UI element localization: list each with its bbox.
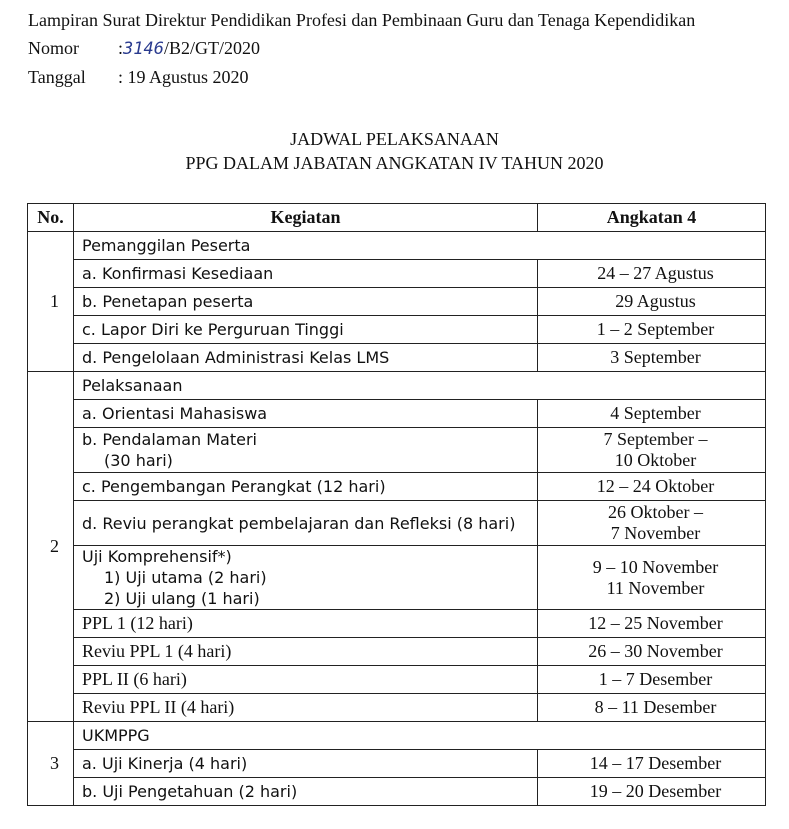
table-row — [28, 666, 766, 694]
group-title: Pelaksanaan — [74, 372, 766, 400]
activity-label: PPL II (6 hari) — [74, 666, 538, 694]
activity-sub-item: 1) Uji utama (2 hari) — [104, 568, 267, 587]
activity-date-start: 26 Oktober – — [608, 502, 703, 522]
group-number: 3 — [28, 722, 74, 806]
group-number: 1 — [28, 232, 74, 372]
activity-date-start: 7 September – — [603, 429, 708, 449]
group-title: UKMPPG — [74, 722, 766, 750]
activity-date-start: 9 – 10 November — [592, 556, 719, 577]
title-line-2: PPG DALAM JABATAN ANGKATAN IV TAHUN 2020 — [185, 153, 604, 173]
group-row — [28, 232, 766, 260]
table-row — [28, 638, 766, 666]
table-row — [28, 260, 766, 288]
group-number: 2 — [28, 372, 74, 722]
activity-label: b. Penetapan peserta — [74, 288, 538, 316]
table-row — [28, 501, 766, 546]
activity-cell — [74, 428, 538, 473]
tanggal-row — [28, 63, 695, 91]
table-row — [28, 288, 766, 316]
activity-label: PPL 1 (12 hari) — [74, 610, 538, 638]
table-row — [28, 750, 766, 778]
nomor-handwritten-number: 3146 — [123, 39, 164, 59]
title-line-1: JADWAL PELAKSANAAN — [290, 129, 499, 149]
activity-date: 24 – 27 Agustus — [538, 260, 766, 288]
activity-label: b. Pendalaman Materi — [82, 430, 257, 449]
activity-date: 12 – 24 Oktober — [538, 473, 766, 501]
attachment-line: Lampiran Surat Direktur Pendidikan Profesi dan Pembinaan Guru dan Tenaga Kependidikan — [28, 10, 696, 30]
header-angkatan: Angkatan 4 — [538, 204, 766, 232]
activity-label: a. Uji Kinerja (4 hari) — [74, 750, 538, 778]
activity-label: Reviu PPL 1 (4 hari) — [74, 638, 538, 666]
activity-date: 19 – 20 Desember — [538, 778, 766, 806]
activity-label: Reviu PPL II (4 hari) — [74, 694, 538, 722]
tanggal-label: Tanggal — [28, 67, 86, 87]
activity-date: 4 September — [538, 400, 766, 428]
letter-header — [28, 6, 695, 91]
header-kegiatan: Kegiatan — [74, 204, 538, 232]
table-row — [28, 316, 766, 344]
activity-label: b. Uji Pengetahuan (2 hari) — [74, 778, 538, 806]
nomor-separator: : — [118, 38, 124, 58]
activity-label: c. Pengembangan Perangkat (12 hari) — [74, 473, 538, 501]
activity-date: 1 – 7 Desember — [538, 666, 766, 694]
group-row — [28, 372, 766, 400]
table-row — [28, 546, 766, 610]
activity-date: 1 – 2 September — [538, 316, 766, 344]
nomor-row — [28, 34, 695, 63]
activity-date: 26 – 30 November — [538, 638, 766, 666]
header-no: No. — [28, 204, 74, 232]
table-row — [28, 344, 766, 372]
activity-date: 3 September — [538, 344, 766, 372]
activity-date-cell — [538, 501, 766, 546]
activity-cell — [74, 546, 538, 610]
table-row — [28, 694, 766, 722]
activity-date: 29 Agustus — [538, 288, 766, 316]
group-title: Pemanggilan Peserta — [74, 232, 766, 260]
activity-label: c. Lapor Diri ke Perguruan Tinggi — [74, 316, 538, 344]
activity-duration: (30 hari) — [104, 451, 173, 470]
activity-date-end: 11 November — [606, 577, 705, 598]
group-row — [28, 722, 766, 750]
document-title — [0, 127, 789, 175]
activity-label: d. Reviu perangkat pembelajaran dan Refleksi (8 hari) — [74, 501, 538, 546]
activity-date-cell — [538, 546, 766, 610]
nomor-label: Nomor — [28, 38, 79, 58]
table-row — [28, 778, 766, 806]
activity-date: 8 – 11 Desember — [538, 694, 766, 722]
nomor-value: /B2/GT/2020 — [163, 38, 260, 58]
schedule-table — [27, 203, 766, 806]
activity-date: 12 – 25 November — [538, 610, 766, 638]
table-header-row — [28, 204, 766, 232]
activity-date-cell — [538, 428, 766, 473]
activity-label: Uji Komprehensif*) — [82, 547, 232, 566]
activity-date: 14 – 17 Desember — [538, 750, 766, 778]
table-row — [28, 473, 766, 501]
table-row — [28, 400, 766, 428]
tanggal-value: : 19 Agustus 2020 — [118, 67, 249, 87]
activity-date-end: 10 Oktober — [614, 450, 697, 470]
table-row — [28, 428, 766, 473]
activity-label: a. Orientasi Mahasiswa — [74, 400, 538, 428]
activity-date-end: 7 November — [610, 523, 701, 543]
activity-label: d. Pengelolaan Administrasi Kelas LMS — [74, 344, 538, 372]
activity-label: a. Konfirmasi Kesediaan — [74, 260, 538, 288]
table-row — [28, 610, 766, 638]
activity-sub-item: 2) Uji ulang (1 hari) — [104, 589, 260, 608]
